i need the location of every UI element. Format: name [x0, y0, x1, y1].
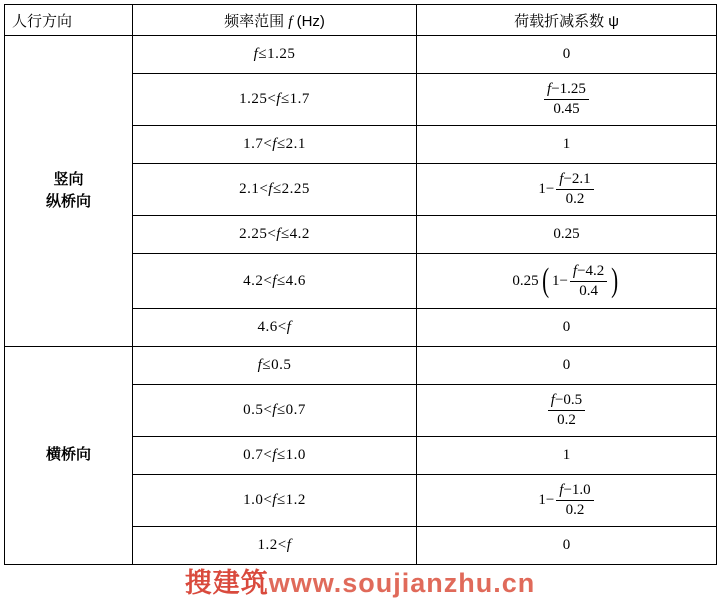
left-paren: (: [541, 262, 549, 299]
watermark: [0, 561, 720, 599]
frequency-range-cell: 1.7<f≤2.1: [133, 126, 417, 164]
coefficient-cell: [417, 385, 717, 437]
fraction-denominator: 0.2: [565, 502, 585, 518]
coefficient-cell: 0: [417, 527, 717, 565]
direction-cell-transverse: [5, 347, 133, 565]
fraction-denominator: 0.2: [557, 412, 576, 428]
frequency-range-cell: 0.7<f≤1.0: [133, 437, 417, 475]
coefficient-cell: 1: [417, 126, 717, 164]
fraction-denominator: 0.45: [553, 101, 580, 117]
column-header-direction: 人行方向: [5, 5, 133, 36]
frequency-range-cell: 1.2<f: [133, 527, 417, 565]
fraction-numerator: f−2.1: [556, 171, 593, 190]
fraction-denominator: 0.2: [565, 191, 585, 207]
watermark-url: www.soujianzhu.cn: [268, 567, 536, 598]
frequency-range-cell: 0.5<f≤0.7: [133, 385, 417, 437]
column-header-frequency: 频率范围 f (Hz): [133, 5, 417, 36]
fraction: [544, 81, 589, 118]
frequency-range-cell: 2.25<f≤4.2: [133, 216, 417, 254]
expression: [512, 263, 620, 300]
fraction-numerator: f−0.5: [548, 392, 585, 411]
frequency-range-cell: f≤1.25: [133, 36, 417, 74]
coefficient-cell: 0.25: [417, 216, 717, 254]
coefficient-cell: 0: [417, 36, 717, 74]
coefficient-cell: 1: [417, 437, 717, 475]
watermark-brand: 搜建筑: [184, 567, 269, 598]
table-header: [5, 5, 717, 36]
expression-lead: 0.25: [512, 272, 539, 289]
direction-label-line2: 纵桥向: [45, 193, 91, 210]
expression-inner-lead: 1−: [551, 272, 568, 289]
fraction-denominator: 0.4: [579, 282, 598, 299]
coefficient-cell: 0: [417, 309, 717, 347]
direction-label-line1: 横桥向: [45, 446, 91, 464]
coefficient-cell: [417, 254, 717, 309]
direction-label-line1: 竖向: [53, 170, 84, 188]
frequency-range-cell: 1.25<f≤1.7: [133, 74, 417, 126]
coefficient-cell: [417, 74, 717, 126]
fraction-numerator: f−1.25: [544, 81, 589, 100]
table-row: [5, 347, 717, 385]
expression: [538, 171, 594, 208]
direction-cell-vertical-longitudinal: [5, 36, 133, 347]
table-body: [5, 36, 717, 565]
coefficient-cell: [417, 164, 717, 216]
fraction-numerator: f−1.0: [556, 482, 593, 501]
frequency-range-cell: 4.6<f: [133, 309, 417, 347]
frequency-range-cell: f≤0.5: [133, 347, 417, 385]
fraction-numerator: f−4.2: [570, 263, 607, 282]
expression-lead: 1−: [538, 492, 555, 508]
expression: [538, 482, 594, 519]
fraction: [556, 171, 593, 208]
table-header-row: [5, 5, 717, 36]
expression-lead: 1−: [538, 181, 555, 197]
frequency-range-cell: 2.1<f≤2.25: [133, 164, 417, 216]
load-reduction-factor-table: [4, 4, 717, 565]
fraction: [548, 392, 585, 429]
frequency-range-cell: 4.2<f≤4.6: [133, 254, 417, 309]
coefficient-cell: 0: [417, 347, 717, 385]
coefficient-cell: [417, 475, 717, 527]
watermark-text: [185, 561, 536, 600]
frequency-range-cell: 1.0<f≤1.2: [133, 475, 417, 527]
right-paren: ): [611, 262, 619, 299]
table-row: [5, 36, 717, 74]
fraction: [570, 263, 607, 300]
fraction: [556, 482, 593, 519]
column-header-coefficient: 荷载折减系数 ψ: [417, 5, 717, 36]
